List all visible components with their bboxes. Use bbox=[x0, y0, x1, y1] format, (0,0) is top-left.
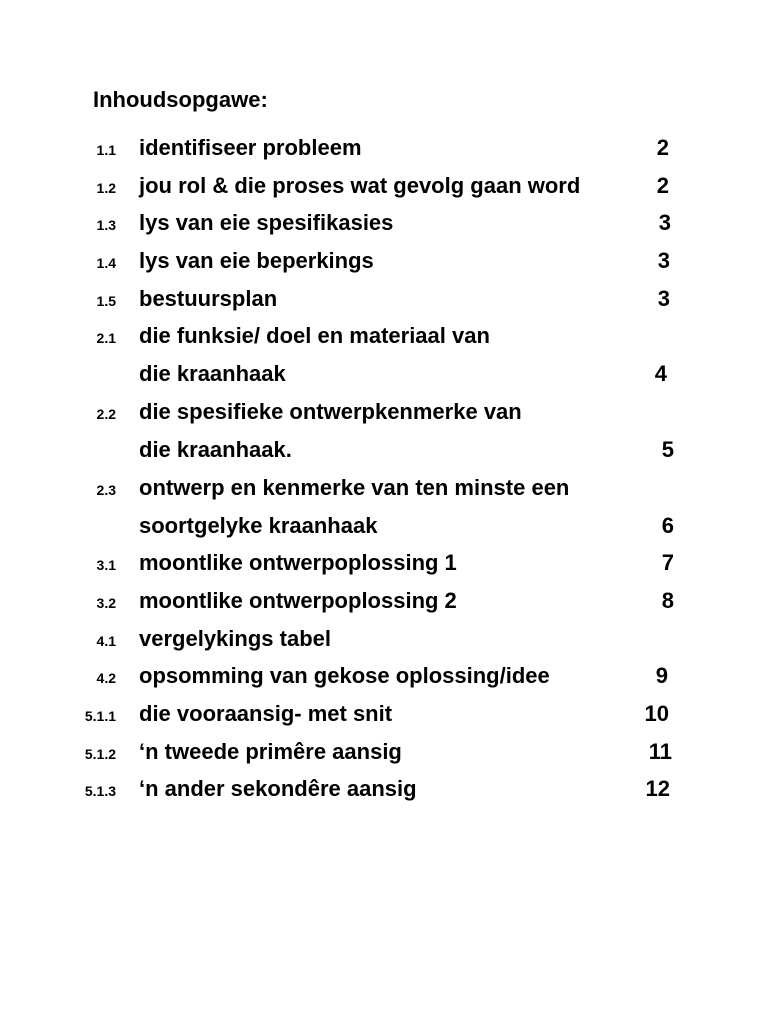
toc-entry-text: die kraanhaak. bbox=[139, 437, 292, 462]
toc-entry bbox=[0, 317, 768, 355]
toc-entry-page: 10 bbox=[644, 701, 669, 726]
toc-entry-text: die spesifieke ontwerpkenmerke van bbox=[139, 399, 522, 424]
toc-entry bbox=[0, 733, 768, 771]
toc-entry-number: 2.1 bbox=[96, 330, 116, 346]
toc-entry-text: ontwerp en kenmerke van ten minste een bbox=[139, 475, 570, 500]
toc-entry-page: 3 bbox=[657, 248, 670, 273]
toc-entry-text: ‘n tweede primêre aansig bbox=[139, 739, 402, 764]
toc-entry-text: moontlike ontwerpoplossing 1 bbox=[139, 550, 457, 575]
toc-entry bbox=[0, 355, 768, 393]
toc-entry-page: 4 bbox=[654, 361, 667, 386]
toc-entry-number: 1.5 bbox=[96, 293, 116, 309]
toc-entry-number: 1.2 bbox=[96, 180, 116, 196]
toc-entry-text: die funksie/ doel en materiaal van bbox=[139, 323, 490, 348]
toc-entry-page: 3 bbox=[657, 286, 670, 311]
toc-entry-number: 5.1.2 bbox=[84, 746, 116, 762]
toc-entry bbox=[0, 280, 768, 318]
toc-entry-text: identifiseer probleem bbox=[139, 135, 362, 160]
toc-entry bbox=[0, 620, 768, 658]
toc-entry bbox=[0, 469, 768, 507]
toc-entry bbox=[0, 582, 768, 620]
toc-heading: Inhoudsopgawe: bbox=[93, 87, 268, 112]
toc-entry-text: jou rol & die proses wat gevolg gaan word bbox=[139, 173, 581, 198]
toc-entry-text: lys van eie beperkings bbox=[139, 248, 374, 273]
toc-entry bbox=[0, 695, 768, 733]
toc-entry-number: 5.1.1 bbox=[84, 708, 116, 724]
toc-entry-number: 3.2 bbox=[96, 595, 116, 611]
toc-entry-text: vergelykings tabel bbox=[139, 626, 331, 651]
toc-entry bbox=[0, 431, 768, 469]
toc-entry-page: 7 bbox=[661, 550, 674, 575]
toc-entry-number: 4.1 bbox=[96, 633, 116, 649]
toc-entry-number: 2.3 bbox=[96, 482, 116, 498]
toc-entry bbox=[0, 657, 768, 695]
toc-entry-text: bestuursplan bbox=[139, 286, 278, 311]
toc-entry bbox=[0, 770, 768, 808]
toc-entry-text: opsomming van gekose oplossing/idee bbox=[139, 663, 550, 688]
toc-entry-number: 1.4 bbox=[96, 255, 116, 271]
toc-entry bbox=[0, 393, 768, 431]
toc-entry-page: 12 bbox=[645, 776, 670, 801]
toc-entry bbox=[0, 242, 768, 280]
toc-entry-page: 3 bbox=[658, 210, 671, 235]
toc-entry-number: 4.2 bbox=[96, 670, 116, 686]
toc-entry-page: 6 bbox=[661, 513, 674, 538]
toc-entry-page: 8 bbox=[661, 588, 674, 613]
toc-entry-number: 1.3 bbox=[96, 217, 116, 233]
toc-entry-text: die kraanhaak bbox=[139, 361, 286, 386]
toc-entry bbox=[0, 544, 768, 582]
toc-entry-text: lys van eie spesifikasies bbox=[139, 210, 394, 235]
toc-entry-number: 5.1.3 bbox=[84, 783, 116, 799]
toc-entry-number: 1.1 bbox=[96, 142, 116, 158]
toc-entry-page: 11 bbox=[648, 739, 672, 764]
toc-entry-page: 9 bbox=[655, 663, 668, 688]
toc-entry-page: 5 bbox=[661, 437, 674, 462]
toc-entry-text: ‘n ander sekondêre aansig bbox=[139, 776, 417, 801]
toc-entry-page: 2 bbox=[656, 135, 669, 160]
toc-entry bbox=[0, 167, 768, 205]
toc-entry-text: die vooraansig- met snit bbox=[139, 701, 393, 726]
toc-entry bbox=[0, 507, 768, 545]
toc-entry-number: 2.2 bbox=[96, 406, 116, 422]
toc-entry-number: 3.1 bbox=[96, 557, 116, 573]
toc-entry bbox=[0, 204, 768, 242]
toc-entry-text: moontlike ontwerpoplossing 2 bbox=[139, 588, 457, 613]
toc-entry-text: soortgelyke kraanhaak bbox=[139, 513, 378, 538]
toc-entry bbox=[0, 129, 768, 167]
toc-entry-page: 2 bbox=[656, 173, 669, 198]
